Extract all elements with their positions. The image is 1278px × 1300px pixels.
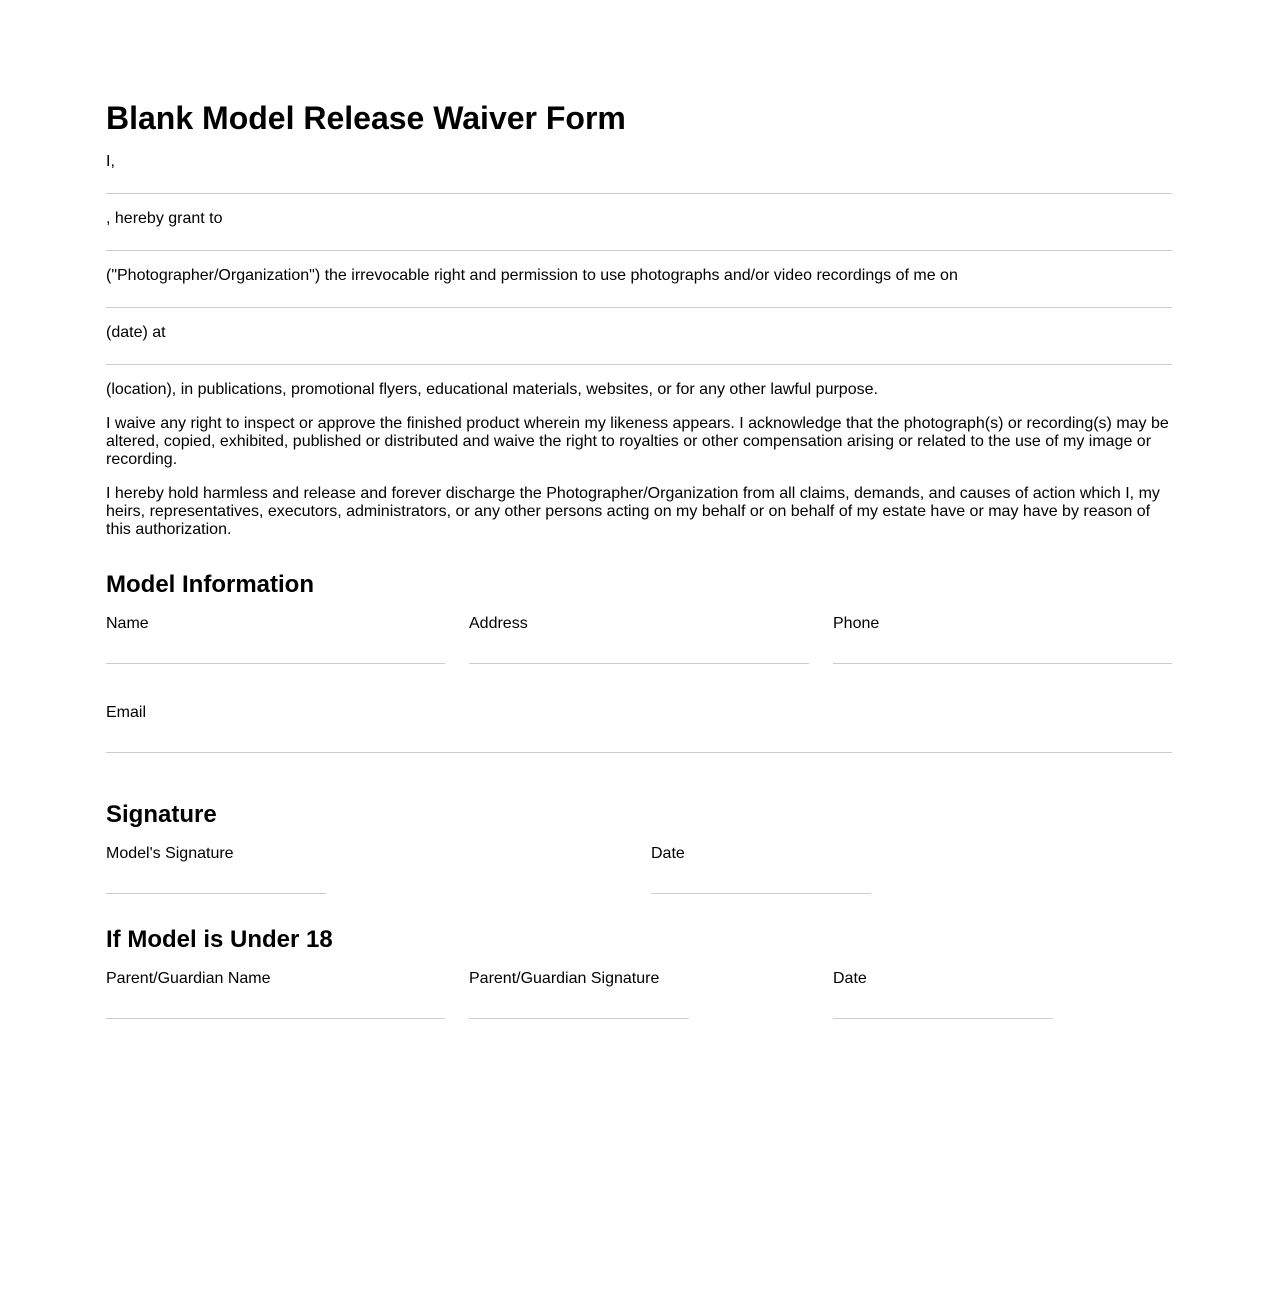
email-input[interactable] xyxy=(106,722,1172,753)
guardian-signature-input[interactable] xyxy=(469,988,689,1019)
phone-label: Phone xyxy=(833,615,880,632)
under-18-heading: If Model is Under 18 xyxy=(106,926,333,953)
guardian-name-label: Parent/Guardian Name xyxy=(106,970,271,987)
photographer-organization-blank-input[interactable] xyxy=(106,220,1172,251)
phone-input[interactable] xyxy=(833,633,1172,664)
address-input[interactable] xyxy=(469,633,809,664)
date-blank-input[interactable] xyxy=(106,277,1172,308)
guardian-date-label: Date xyxy=(833,970,867,987)
page-title: Blank Model Release Waiver Form xyxy=(106,100,626,136)
model-name-blank-input[interactable] xyxy=(106,163,1172,194)
guardian-signature-label: Parent/Guardian Signature xyxy=(469,970,660,987)
model-information-heading: Model Information xyxy=(106,571,314,598)
release-paragraph: I hereby hold harmless and release and forever discharge the Photographer/Organization from all claims, demands, and causes of action which I, my heirs, representatives, executors, administrators, or any other persons acting on my behalf or on behalf of my estate have or may have by reason of this authorization. xyxy=(106,485,1160,538)
release-line-3: ("Photographer/Organization") the irrevocable right and permission to use photographs and/or video recordings of me on xyxy=(106,267,958,284)
release-line-1: I, xyxy=(106,153,115,170)
email-label: Email xyxy=(106,704,147,721)
address-label: Address xyxy=(469,615,528,632)
signature-heading: Signature xyxy=(106,801,217,828)
signature-date-input[interactable] xyxy=(651,863,871,894)
guardian-date-input[interactable] xyxy=(833,988,1053,1019)
waiver-paragraph: I waive any right to inspect or approve the finished product wherein my likeness appears. I acknowledge that the photograph(s) or recording(s) may be altered, copied, exhibited, published or distributed and waive the right to royalties or other compensation arising or related to the use of my image or recording. xyxy=(106,415,1169,468)
release-line-2: , hereby grant to xyxy=(106,210,223,227)
signature-date-label: Date xyxy=(651,845,685,862)
name-input[interactable] xyxy=(106,633,445,664)
guardian-name-input[interactable] xyxy=(106,988,445,1019)
model-signature-input[interactable] xyxy=(106,863,326,894)
release-line-5: (location), in publications, promotional flyers, educational materials, websites, or for any other lawful purpose. xyxy=(106,381,878,398)
name-label: Name xyxy=(106,615,149,632)
location-blank-input[interactable] xyxy=(106,334,1172,365)
model-signature-label: Model's Signature xyxy=(106,845,234,862)
release-line-4: (date) at xyxy=(106,324,166,341)
